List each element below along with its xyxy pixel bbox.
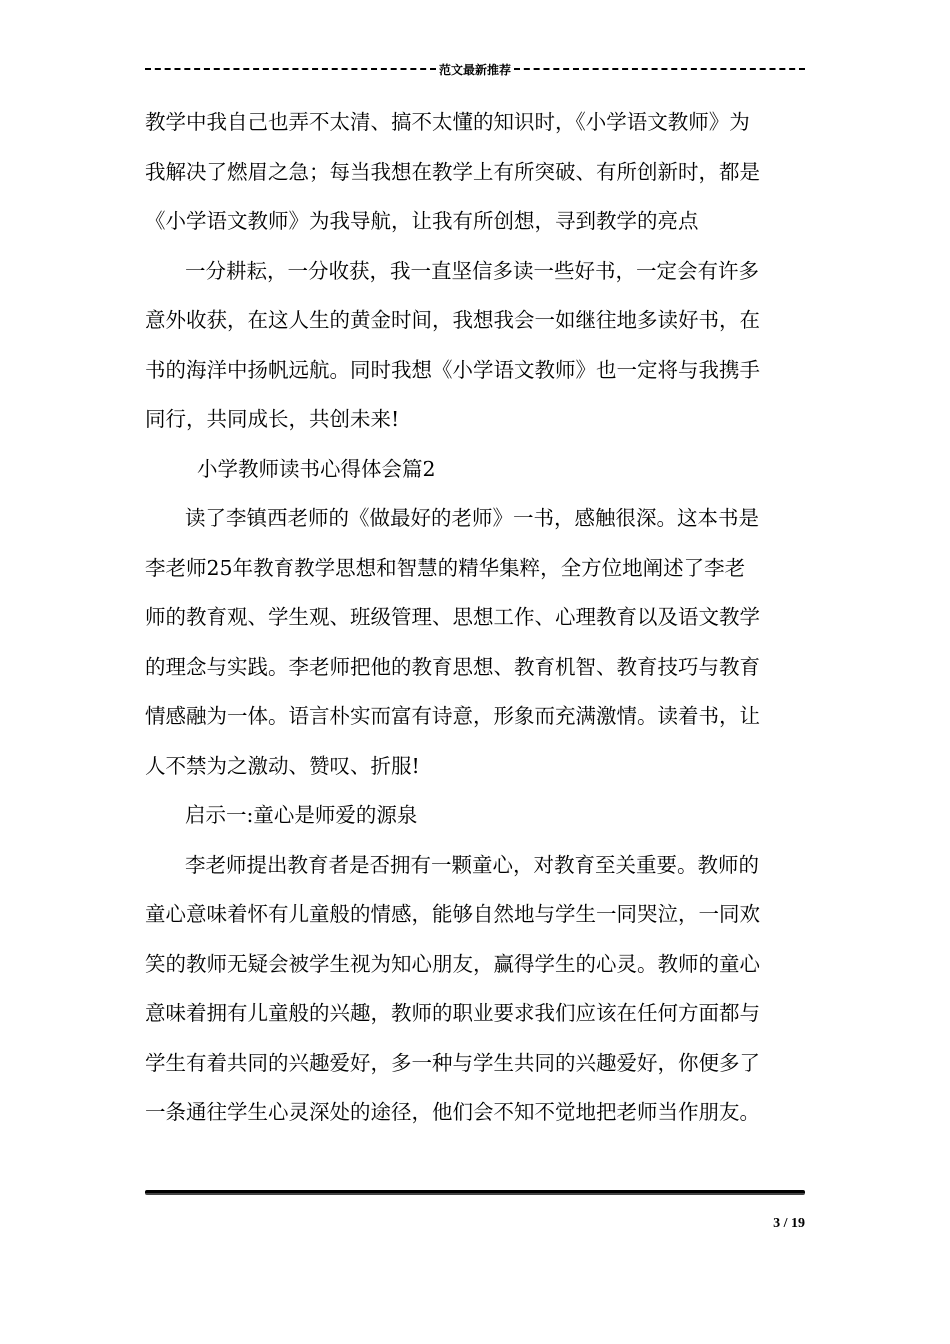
document-body bbox=[145, 102, 817, 1142]
body-line: 教学中我自己也弄不太清、搞不太懂的知识时，《小学语文教师》为 bbox=[145, 110, 750, 134]
header-title: 范文最新推荐 bbox=[439, 62, 512, 77]
body-line: 我解决了燃眉之急；每当我想在教学上有所突破、有所创新时，都是 bbox=[145, 159, 760, 184]
paragraph-start: 一分耕耘，一分收获，我一直坚信多读一些好书，一定会有许多 bbox=[185, 258, 759, 283]
paragraph-start: 李老师提出教育者是否拥有一颗童心，对教育至关重要。教师的 bbox=[185, 852, 759, 877]
body-line: 书的海洋中扬帆远航。同时我想《小学语文教师》也一定将与我携手 bbox=[145, 357, 760, 382]
paragraph-start: 读了李镇西老师的《做最好的老师》一书，感触很深。这本书是 bbox=[185, 506, 759, 530]
body-line: 意味着拥有儿童般的兴趣，教师的职业要求我们应该在任何方面都与 bbox=[145, 1001, 760, 1025]
footer-rule bbox=[145, 1190, 805, 1195]
page-header bbox=[145, 58, 805, 80]
body-line: 李老师25年教育教学思想和智慧的精华集粹，全方位地阐述了李老 bbox=[145, 555, 746, 580]
header-dash-right bbox=[514, 68, 805, 70]
body-line: 笑的教师无疑会被学生视为知心朋友，赢得学生的心灵。教师的童心 bbox=[145, 951, 760, 976]
body-line: 《小学语文教师》为我导航，让我有所创想，寻到教学的亮点 bbox=[145, 209, 699, 233]
body-line: 学生有着共同的兴趣爱好，多一种与学生共同的兴趣爱好，你便多了 bbox=[145, 1050, 760, 1075]
body-line: 人不禁为之激动、赞叹、折服! bbox=[145, 753, 420, 778]
section-heading: 小学教师读书心得体会篇2 bbox=[197, 456, 436, 481]
body-line: 同行，共同成长，共创未来! bbox=[145, 407, 400, 431]
body-line: 一条通往学生心灵深处的途径，他们会不知不觉地把老师当作朋友。 bbox=[145, 1100, 760, 1124]
body-line: 的理念与实践。李老师把他的教育思想、教育机智、教育技巧与教育 bbox=[145, 654, 760, 679]
body-line: 师的教育观、学生观、班级管理、思想工作、心理教育以及语文教学 bbox=[145, 605, 760, 629]
body-line: 意外收获，在这人生的黄金时间，我想我会一如继往地多读好书，在 bbox=[145, 308, 760, 332]
body-line: 情感融为一体。语言朴实而富有诗意，形象而充满激情。读着书，让 bbox=[145, 704, 760, 728]
header-dash-left bbox=[145, 68, 436, 70]
subsection-heading: 启示一:童心是师爱的源泉 bbox=[185, 803, 418, 827]
body-line: 童心意味着怀有儿童般的情感，能够自然地与学生一同哭泣，一同欢 bbox=[145, 902, 760, 926]
page-number: 3 / 19 bbox=[773, 1216, 805, 1231]
